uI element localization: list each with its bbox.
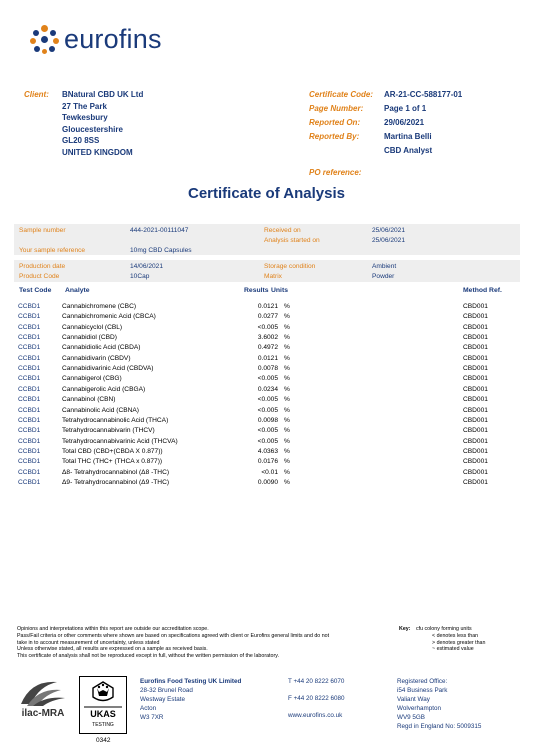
po-reference-label: PO reference: — [309, 168, 362, 177]
method-cell: CBD001 — [463, 375, 488, 383]
company-address-line: W3 7XR — [140, 714, 164, 721]
unit-cell: % — [284, 313, 290, 321]
test-code-cell: CCBD1 — [18, 354, 41, 362]
storage-label: Storage condition — [264, 263, 316, 270]
footnote: This certificate of analysis shall not be reproduced except in full, without the written permission of the laboratory. — [17, 653, 279, 660]
svg-text:UKAS: UKAS — [90, 709, 116, 719]
result-cell: 0.0121 — [257, 303, 278, 310]
method-cell: CBD001 — [463, 406, 488, 414]
test-code-cell: CCBD1 — [18, 375, 41, 383]
result-cell: 0.0098 — [257, 416, 278, 424]
analyte-cell: Tetrahydrocannabinolic Acid (THCA) — [62, 416, 169, 424]
unit-cell: % — [284, 406, 290, 414]
table-row — [14, 303, 520, 313]
analyte-cell: Total THC (THC+ (THCA x 0.877)) — [62, 458, 163, 466]
method-cell: CBD001 — [463, 385, 488, 393]
page-number: Page 1 of 1 — [384, 104, 427, 113]
reported-on: 29/06/2021 — [384, 118, 425, 127]
company-address-line: Westway Estate — [140, 696, 186, 703]
result-cell: <0.005 — [257, 375, 278, 383]
unit-cell: % — [284, 303, 290, 310]
test-code-cell: CCBD1 — [18, 406, 41, 414]
analyte-cell: Cannabinol (CBN) — [62, 396, 116, 404]
method-cell: CBD001 — [463, 478, 488, 486]
reported-on-label: Reported On: — [309, 118, 361, 127]
table-row — [14, 479, 520, 489]
unit-cell: % — [284, 427, 290, 435]
result-cell: <0.005 — [257, 323, 278, 331]
result-cell: 4.0363 — [257, 447, 278, 455]
method-cell: CBD001 — [463, 396, 488, 404]
test-code-cell: CCBD1 — [18, 427, 41, 435]
unit-cell: % — [284, 447, 290, 455]
col-header-units: Units — [271, 287, 288, 294]
key-item: < denotes less than — [432, 632, 479, 639]
company-website[interactable]: www.eurofins.co.uk — [288, 712, 343, 719]
result-cell: 3.6002 — [257, 334, 278, 342]
method-cell: CBD001 — [463, 427, 488, 435]
test-code-cell: CCBD1 — [18, 313, 41, 321]
analyte-cell: Cannabicyclol (CBL) — [62, 323, 123, 331]
product-code-label: Product Code — [19, 273, 60, 280]
client-line: 27 The Park — [62, 101, 107, 111]
unit-cell: % — [284, 323, 290, 331]
logo-dots-icon — [30, 25, 60, 55]
method-cell: CBD001 — [463, 437, 488, 445]
method-cell: CBD001 — [463, 344, 488, 352]
col-header-method: Method Ref. — [463, 287, 502, 294]
page-title: Certificate of Analysis — [188, 185, 345, 202]
test-code-cell: CCBD1 — [18, 303, 41, 310]
method-cell: CBD001 — [463, 416, 488, 424]
result-cell: <0.01 — [261, 468, 278, 476]
key-items — [416, 626, 485, 653]
table-row — [14, 344, 520, 354]
table-row — [14, 375, 520, 385]
col-header-results: Results — [244, 287, 269, 294]
method-cell: CBD001 — [463, 323, 488, 331]
matrix: Powder — [372, 273, 395, 280]
analyte-cell: Cannabidiolic Acid (CBDA) — [62, 344, 141, 352]
certificate-code-label: Certificate Code: — [309, 90, 374, 99]
client-line: UNITED KINGDOM — [62, 147, 133, 157]
analyte-cell: Cannabidiol (CBD) — [62, 334, 117, 342]
result-cell: <0.005 — [257, 406, 278, 414]
footnote: Pass/Fail criteria or other comments where shown are based on specifications agreed with client or Eurofins general limits and do not — [17, 632, 330, 639]
analyte-cell: Cannabichromenic Acid (CBCA) — [62, 313, 156, 321]
registered-line: WV9 5GB — [397, 714, 425, 721]
unit-cell: % — [284, 468, 290, 476]
ukas-logo — [79, 676, 127, 734]
result-cell: <0.005 — [257, 437, 278, 445]
analyte-cell: Tetrahydrocannabivarin (THCV) — [62, 427, 155, 435]
sample-reference-label: Your sample reference — [19, 247, 86, 254]
analyte-cell: Cannabidivarin (CBDV) — [62, 354, 131, 362]
svg-text:TESTING: TESTING — [92, 722, 114, 728]
client-line: BNatural CBD UK Ltd — [62, 90, 144, 99]
registered-line: Valiant Way — [397, 696, 430, 703]
table-row — [14, 417, 520, 427]
table-row — [14, 427, 520, 437]
registered-line: i54 Business Park — [397, 687, 448, 694]
unit-cell: % — [284, 385, 290, 393]
analyte-cell: Δ9- Tetrahydrocannabinol (Δ9 -THC) — [62, 478, 170, 486]
company-address-line: 28-32 Brunel Road — [140, 687, 193, 694]
sample-reference: 10mg CBD Capsules — [130, 247, 192, 254]
unit-cell: % — [284, 334, 290, 342]
col-header-analyte: Analyte — [65, 287, 90, 294]
result-cell: 0.0234 — [257, 385, 278, 393]
table-row — [14, 334, 520, 344]
ilac-mra-logo — [17, 676, 69, 726]
certificate-code: AR-21-CC-588177-01 — [384, 90, 463, 99]
method-cell: CBD001 — [463, 447, 488, 455]
footnote: Opinions and interpretations within this report are outside our accreditation scope. — [17, 626, 209, 632]
result-cell: 0.0090 — [257, 478, 278, 486]
analysis-started-label: Analysis started on — [264, 237, 320, 244]
client-label: Client: — [24, 90, 49, 99]
result-cell: <0.005 — [257, 427, 278, 435]
test-code-cell: CCBD1 — [18, 396, 41, 404]
company-name: Eurofins Food Testing UK Limited — [140, 678, 242, 685]
result-cell: <0.005 — [257, 396, 278, 404]
client-line: GL20 8SS — [62, 136, 100, 145]
test-code-cell: CCBD1 — [18, 437, 41, 445]
production-date-label: Production date — [19, 263, 66, 270]
table-row — [14, 355, 520, 365]
test-code-cell: CCBD1 — [18, 385, 41, 393]
analyst-role: CBD Analyst — [384, 146, 433, 155]
reported-by: Martina Belli — [384, 132, 432, 141]
test-code-cell: CCBD1 — [18, 365, 41, 373]
method-cell: CBD001 — [463, 365, 488, 373]
ukas-number: 0342 — [96, 737, 111, 744]
table-row — [14, 448, 520, 458]
unit-cell: % — [284, 365, 290, 373]
table-row — [14, 438, 520, 448]
footnote: Unless otherwise stated, all results are expressed on a sample as received basis. — [17, 646, 208, 653]
client-line: Tewkesbury — [62, 113, 108, 122]
result-cell: 0.0277 — [257, 313, 278, 321]
client-line: Gloucestershire — [62, 124, 123, 134]
analyte-cell: Δ8- Tetrahydrocannabinol (Δ8 -THC) — [62, 468, 170, 476]
table-row — [14, 396, 520, 406]
analyte-cell: Cannabigerolic Acid (CBGA) — [62, 385, 146, 393]
company-block — [140, 677, 241, 722]
method-cell: CBD001 — [463, 458, 488, 466]
reported-by-label: Reported By: — [309, 132, 360, 141]
sample-number: 444-2021-00111047 — [130, 227, 189, 234]
unit-cell: % — [284, 375, 290, 383]
test-code-cell: CCBD1 — [18, 447, 41, 455]
test-code-cell: CCBD1 — [18, 468, 41, 476]
footnotes — [17, 626, 397, 660]
svg-text:ilac-MRA: ilac-MRA — [21, 708, 65, 719]
received-label: Received on — [264, 227, 301, 234]
test-code-cell: CCBD1 — [18, 344, 41, 352]
unit-cell: % — [284, 478, 290, 486]
test-code-cell: CCBD1 — [18, 334, 41, 342]
method-cell: CBD001 — [463, 334, 488, 342]
analyte-cell: Cannabinolic Acid (CBNA) — [62, 406, 139, 414]
registered-office — [397, 677, 481, 731]
table-row — [14, 365, 520, 375]
footnote: take in to account measurement of uncertainty, unless stated — [17, 639, 160, 646]
logo-text: eurofins — [64, 24, 162, 54]
method-cell: CBD001 — [463, 313, 488, 321]
registered-label: Registered Office: — [397, 678, 448, 685]
company-address-line: Acton — [140, 705, 157, 712]
method-cell: CBD001 — [463, 468, 488, 476]
test-code-cell: CCBD1 — [18, 416, 41, 424]
result-cell: 0.0176 — [257, 458, 278, 466]
unit-cell: % — [284, 458, 290, 466]
table-row — [14, 407, 520, 417]
method-cell: CBD001 — [463, 354, 488, 362]
table-row — [14, 313, 520, 323]
contact-phone: T +44 20 8222 6070 — [288, 678, 345, 685]
unit-cell: % — [284, 396, 290, 404]
analyte-cell: Cannabigerol (CBG) — [62, 375, 122, 383]
result-cell: 0.0121 — [257, 354, 278, 362]
unit-cell: % — [284, 437, 290, 445]
result-cell: 0.4972 — [257, 344, 278, 352]
analyte-cell: Cannabichromene (CBC) — [62, 303, 137, 310]
analyte-cell: Tetrahydrocannabivarinic Acid (THCVA) — [62, 437, 178, 445]
received-date: 25/06/2021 — [372, 227, 406, 234]
unit-cell: % — [284, 354, 290, 362]
production-date: 14/06/2021 — [130, 263, 164, 270]
col-header-test-code: Test Code — [19, 287, 52, 294]
unit-cell: % — [284, 416, 290, 424]
product-code: 10Cap — [130, 273, 150, 280]
key-item: > denotes greater than — [432, 639, 486, 646]
method-cell: CBD001 — [463, 303, 488, 310]
result-cell: 0.0078 — [257, 365, 278, 373]
key-item: cfu colony forming units — [416, 626, 472, 632]
table-row — [14, 386, 520, 396]
registered-line: Regd in England No: 5009315 — [397, 723, 482, 730]
key-item: ~ estimated value — [432, 646, 474, 653]
test-code-cell: CCBD1 — [18, 478, 41, 486]
contact-fax: F +44 20 8222 6080 — [288, 695, 345, 702]
table-row — [14, 458, 520, 468]
storage-condition: Ambient — [372, 263, 397, 270]
matrix-label: Matrix — [264, 273, 282, 280]
analyte-cell: Total CBD (CBD+(CBDA X 0.877)) — [62, 447, 163, 455]
test-code-cell: CCBD1 — [18, 458, 41, 466]
table-row — [14, 324, 520, 334]
key-label: Key: — [399, 626, 411, 632]
unit-cell: % — [284, 344, 290, 352]
analyte-cell: Cannabidivarinic Acid (CBDVA) — [62, 365, 154, 373]
client-address — [62, 89, 143, 158]
page-number-label: Page Number: — [309, 104, 364, 113]
sample-number-label: Sample number — [19, 227, 66, 234]
registered-line: Wolverhampton — [397, 705, 441, 712]
table-row — [14, 469, 520, 479]
eurofins-logo — [30, 24, 162, 55]
test-code-cell: CCBD1 — [18, 323, 41, 331]
analysis-started-date: 25/06/2021 — [372, 237, 406, 244]
